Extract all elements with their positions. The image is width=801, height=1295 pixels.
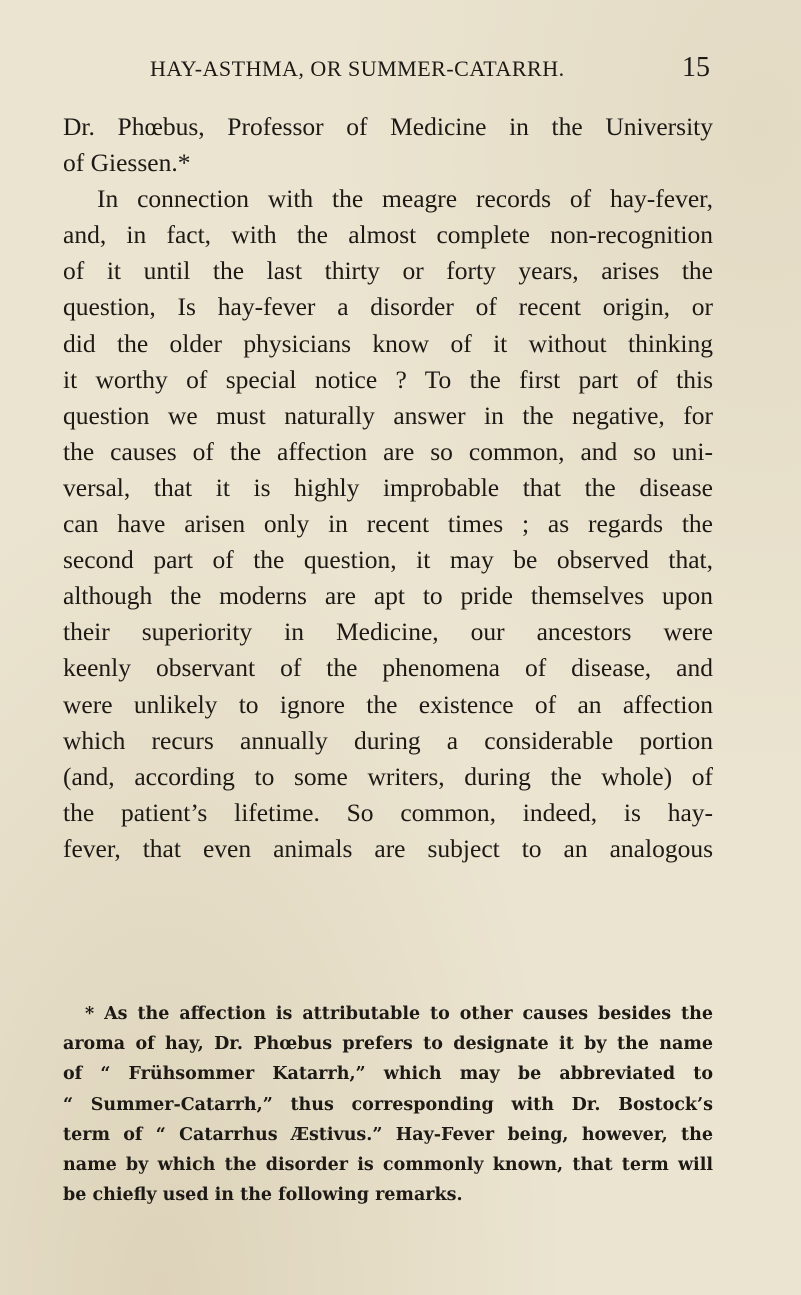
body-line: question, Is hay-fever a disorder of recent origin, or xyxy=(63,292,713,322)
body-line: the patient’s lifetime. So common, indeed, is hay- xyxy=(63,797,713,827)
page-header xyxy=(150,52,710,96)
running-head: HAY-ASTHMA, OR SUMMER-CATARRH. xyxy=(150,56,565,81)
body-line: second part of the question, it may be observed that, xyxy=(63,545,713,575)
body-line: of it until the last thirty or forty years, arises the xyxy=(63,256,713,286)
body-line: it worthy of special notice ? To the first part of this xyxy=(63,364,713,394)
footnote-line: of “ Frühsommer Katarrh,” which may be abbreviated to xyxy=(63,1064,713,1085)
body-line: keenly observant of the phenomena of disease, and xyxy=(63,653,713,683)
page-number: 15 xyxy=(682,52,710,83)
footnote xyxy=(63,999,713,1210)
body-line: versal, that it is highly improbable that the disease xyxy=(63,472,713,502)
body-line: were unlikely to ignore the existence of an affection xyxy=(63,689,713,719)
footnote-line: * As the affection is attributable to other causes besides the xyxy=(85,1004,713,1024)
body-line: question we must naturally answer in the negative, for xyxy=(63,400,713,430)
footnote-line: “ Summer-Catarrh,” thus corresponding with Dr. Bostock’s xyxy=(63,1094,713,1115)
footnote-line: term of “ Catarrhus Æstivus.” Hay-Fever being, however, the xyxy=(63,1124,713,1145)
body-line: and, in fact, with the almost complete non-recognition xyxy=(63,220,713,250)
body-line: their superiority in Medicine, our ancestors were xyxy=(63,617,713,647)
body-text xyxy=(63,109,713,867)
body-line: the causes of the affection are so common, and so uni- xyxy=(63,436,713,466)
body-line: fever, that even animals are subject to an analogous xyxy=(63,833,713,863)
body-line: In connection with the meagre records of hay-fever, xyxy=(97,184,713,214)
body-line: can have arisen only in recent times ; as regards the xyxy=(63,509,713,539)
body-line: (and, according to some writers, during the whole) of xyxy=(63,761,713,791)
footnote-line: aroma of hay, Dr. Phœbus prefers to designate it by the name xyxy=(63,1034,713,1055)
body-line: did the older physicians know of it without thinking xyxy=(63,328,713,358)
footnote-line: be chiefly used in the following remarks. xyxy=(63,1185,463,1206)
body-line: which recurs annually during a considerable portion xyxy=(63,725,713,755)
footnote-line: name by which the disorder is commonly known, that term will xyxy=(63,1154,713,1175)
body-line: of Giessen.* xyxy=(63,148,191,178)
body-line: Dr. Phœbus, Professor of Medicine in the University xyxy=(63,112,713,141)
body-line: although the moderns are apt to pride themselves upon xyxy=(63,581,713,611)
